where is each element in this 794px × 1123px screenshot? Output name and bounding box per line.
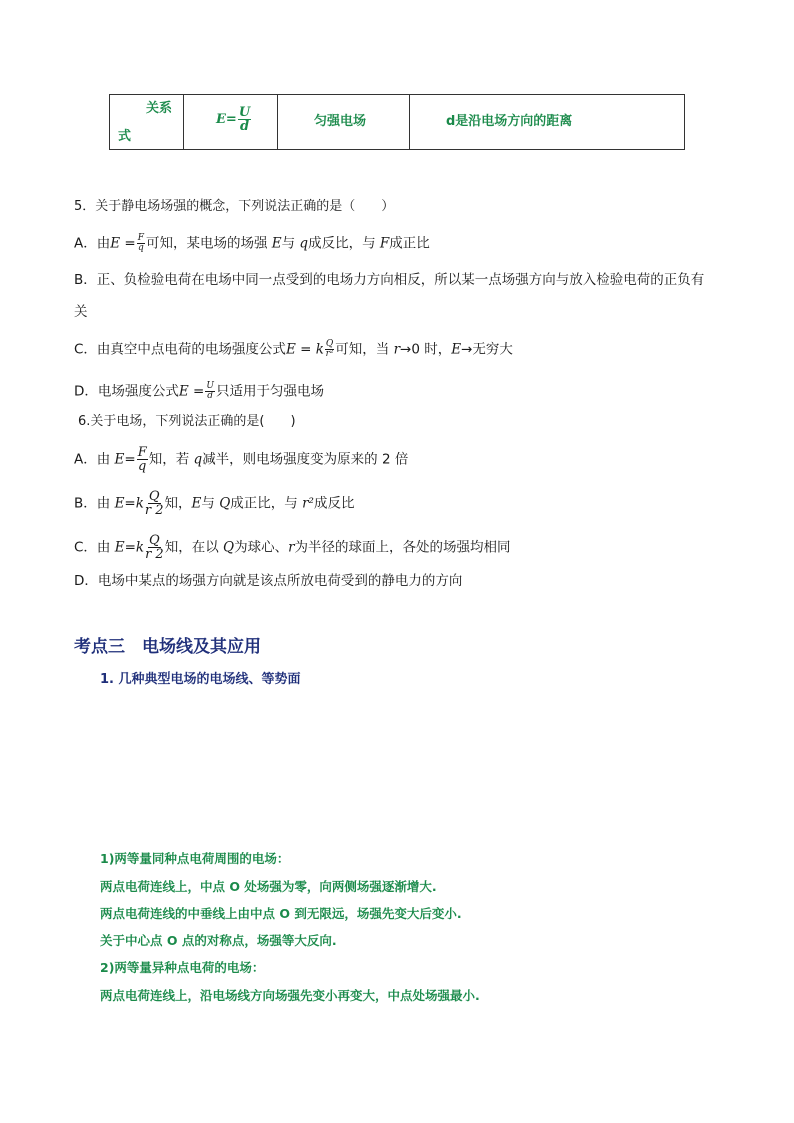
formula-eq: = [225, 111, 237, 127]
table-cell-field-type [278, 95, 410, 149]
q5-c-text2: →无穷大 [461, 341, 513, 358]
q6-b-prefix: B．由 [74, 495, 115, 512]
q5-c-arrow: →0 时， [400, 341, 452, 358]
q5-c-text1: 可知，当 [335, 341, 394, 358]
q5-a-num: F [137, 233, 144, 243]
q6-c-text2: 为球心、 [234, 539, 289, 556]
q6-c-eq: = [124, 539, 136, 556]
q5-c-eq: = [295, 341, 316, 358]
q6-a-eq: = [124, 451, 136, 468]
q5-stem: 5．关于静电场场强的概念，下列说法正确的是（ ） [74, 199, 395, 214]
note-line-3: 两点电荷连线的中垂线上由中点 O 到无限远，场强先变大后变小. [100, 906, 462, 921]
q6-a-num: F [137, 445, 147, 460]
note-line-1: 1)两等量同种点电荷周围的电场： [100, 851, 290, 866]
q5-c-num: Q [325, 339, 334, 349]
table-cell-relation-part1: 关系 [146, 101, 173, 116]
q6-b-fraction [145, 490, 164, 517]
q6-option-c [74, 534, 511, 561]
q6-option-a [74, 446, 408, 473]
q5-option-a [74, 234, 430, 253]
q6-c-den: r 2 [145, 547, 164, 562]
table-cell-relation [110, 95, 184, 149]
q5-c-k: k [315, 341, 324, 358]
q6-b-eq: = [124, 495, 136, 512]
q6-b-text3: 成正比，与 [230, 495, 303, 512]
q5-d-e: E [178, 383, 189, 400]
q5-option-c [74, 340, 513, 359]
q5-option-b-line1: B．正、负检验电荷在电场中同一点受到的电场力方向相反，所以某一点场强方向与放入检验电荷的正负有 [74, 272, 705, 288]
fraction-u-over-d [238, 106, 251, 133]
q5-a-fraction [137, 234, 145, 253]
q6-c-text1: 知，在以 [164, 539, 223, 556]
q6-c-fraction [145, 534, 164, 561]
q5-c-prefix: C．由真空中点电荷的电场强度公式 [74, 341, 286, 358]
note-line-5: 2)两等量异种点电荷的电场： [100, 960, 265, 975]
section-subtitle: 1. 几种典型电场的电场线、等势面 [100, 672, 301, 687]
fraction-numerator: U [238, 104, 251, 120]
q6-b-k: k [135, 495, 144, 512]
q5-option-d [74, 382, 324, 401]
q5-a-text4: 成正比 [389, 235, 430, 252]
q5-c-e2: E [451, 341, 462, 358]
q6-a-den: q [138, 459, 147, 474]
q5-a-eq: = [120, 235, 136, 252]
q6-c-r: r [288, 539, 295, 556]
q5-d-den: d [207, 391, 214, 401]
q5-a-den: q [137, 243, 144, 253]
q5-a-prefix: A．由 [74, 235, 111, 252]
note-line-6: 两点电荷连线上，沿电场线方向场强先变小再变大，中点处场强最小. [100, 988, 480, 1003]
formula-e-u-d [216, 99, 252, 139]
q5-c-fraction [325, 340, 334, 359]
q5-d-eq: = [188, 383, 205, 400]
q6-b-r: r² [302, 495, 314, 512]
q6-b-num: Q [148, 489, 160, 504]
q5-a-text2: 与 [281, 235, 300, 252]
q5-c-e: E [285, 341, 296, 358]
q6-b-e: E [114, 495, 125, 512]
table-cell-relation-part2: 式 [118, 129, 132, 144]
q5-d-text: 只适用于匀强电场 [215, 383, 324, 400]
q6-a-fraction [137, 446, 148, 473]
q6-b-text4: 成反比 [313, 495, 355, 512]
q6-c-k: k [135, 539, 145, 556]
formula-e: E [216, 111, 226, 127]
q6-b-e2: E [191, 495, 202, 512]
q6-c-e: E [114, 539, 125, 556]
section-title: 考点三 电场线及其应用 [74, 637, 261, 657]
q5-option-b-line2: 关 [74, 304, 88, 320]
q6-a-text1: 知，若 [148, 451, 194, 468]
q6-b-text1: 知， [164, 495, 192, 512]
q5-a-text1: 可知，某电场的场强 [145, 235, 272, 252]
q5-a-text3: 成反比，与 [308, 235, 380, 252]
fraction-denominator: d [239, 118, 250, 134]
q5-a-f: F [379, 235, 390, 252]
q6-c-q: Q [223, 539, 235, 556]
q6-b-den: r 2 [144, 503, 164, 518]
note-line-4: 关于中心点 O 点的对称点，场强等大反向. [100, 933, 337, 948]
q6-option-d: D．电场中某点的场强方向就是该点所放电荷受到的静电力的方向 [74, 573, 463, 589]
q5-d-num: U [206, 381, 214, 391]
note-line-2: 两点电荷连线上，中点 O 处场强为零，向两侧场强逐渐增大. [100, 879, 437, 894]
q6-a-text2: 减半，则电场强度变为原来的 2 倍 [202, 451, 409, 468]
q5-a-e: E [110, 235, 121, 252]
q6-stem: 6.关于电场，下列说法正确的是( ) [78, 414, 296, 429]
table-cell-note [410, 95, 684, 149]
q5-c-r: r [393, 341, 401, 358]
q6-a-q: q [193, 451, 203, 468]
q6-option-b [74, 490, 354, 517]
distance-note: d是沿电场方向的距离 [446, 114, 573, 129]
q5-d-fraction [205, 382, 215, 401]
q6-b-text2: 与 [201, 495, 220, 512]
table-cell-formula [184, 95, 278, 149]
q6-c-num: Q [149, 533, 160, 548]
q6-b-q: Q [219, 495, 231, 512]
q6-c-text3: 为半径的球面上，各处的场强均相同 [294, 539, 511, 556]
q6-c-prefix: C．由 [74, 539, 115, 556]
q5-a-e2: E [271, 235, 282, 252]
q6-a-prefix: A．由 [74, 451, 115, 468]
q5-c-den: r² [325, 349, 334, 359]
q5-a-q: q [299, 235, 309, 252]
q5-d-prefix: D．电场强度公式 [74, 383, 179, 400]
uniform-field-label: 匀强电场 [314, 114, 367, 129]
q6-a-e: E [114, 451, 125, 468]
relation-table [109, 94, 685, 150]
